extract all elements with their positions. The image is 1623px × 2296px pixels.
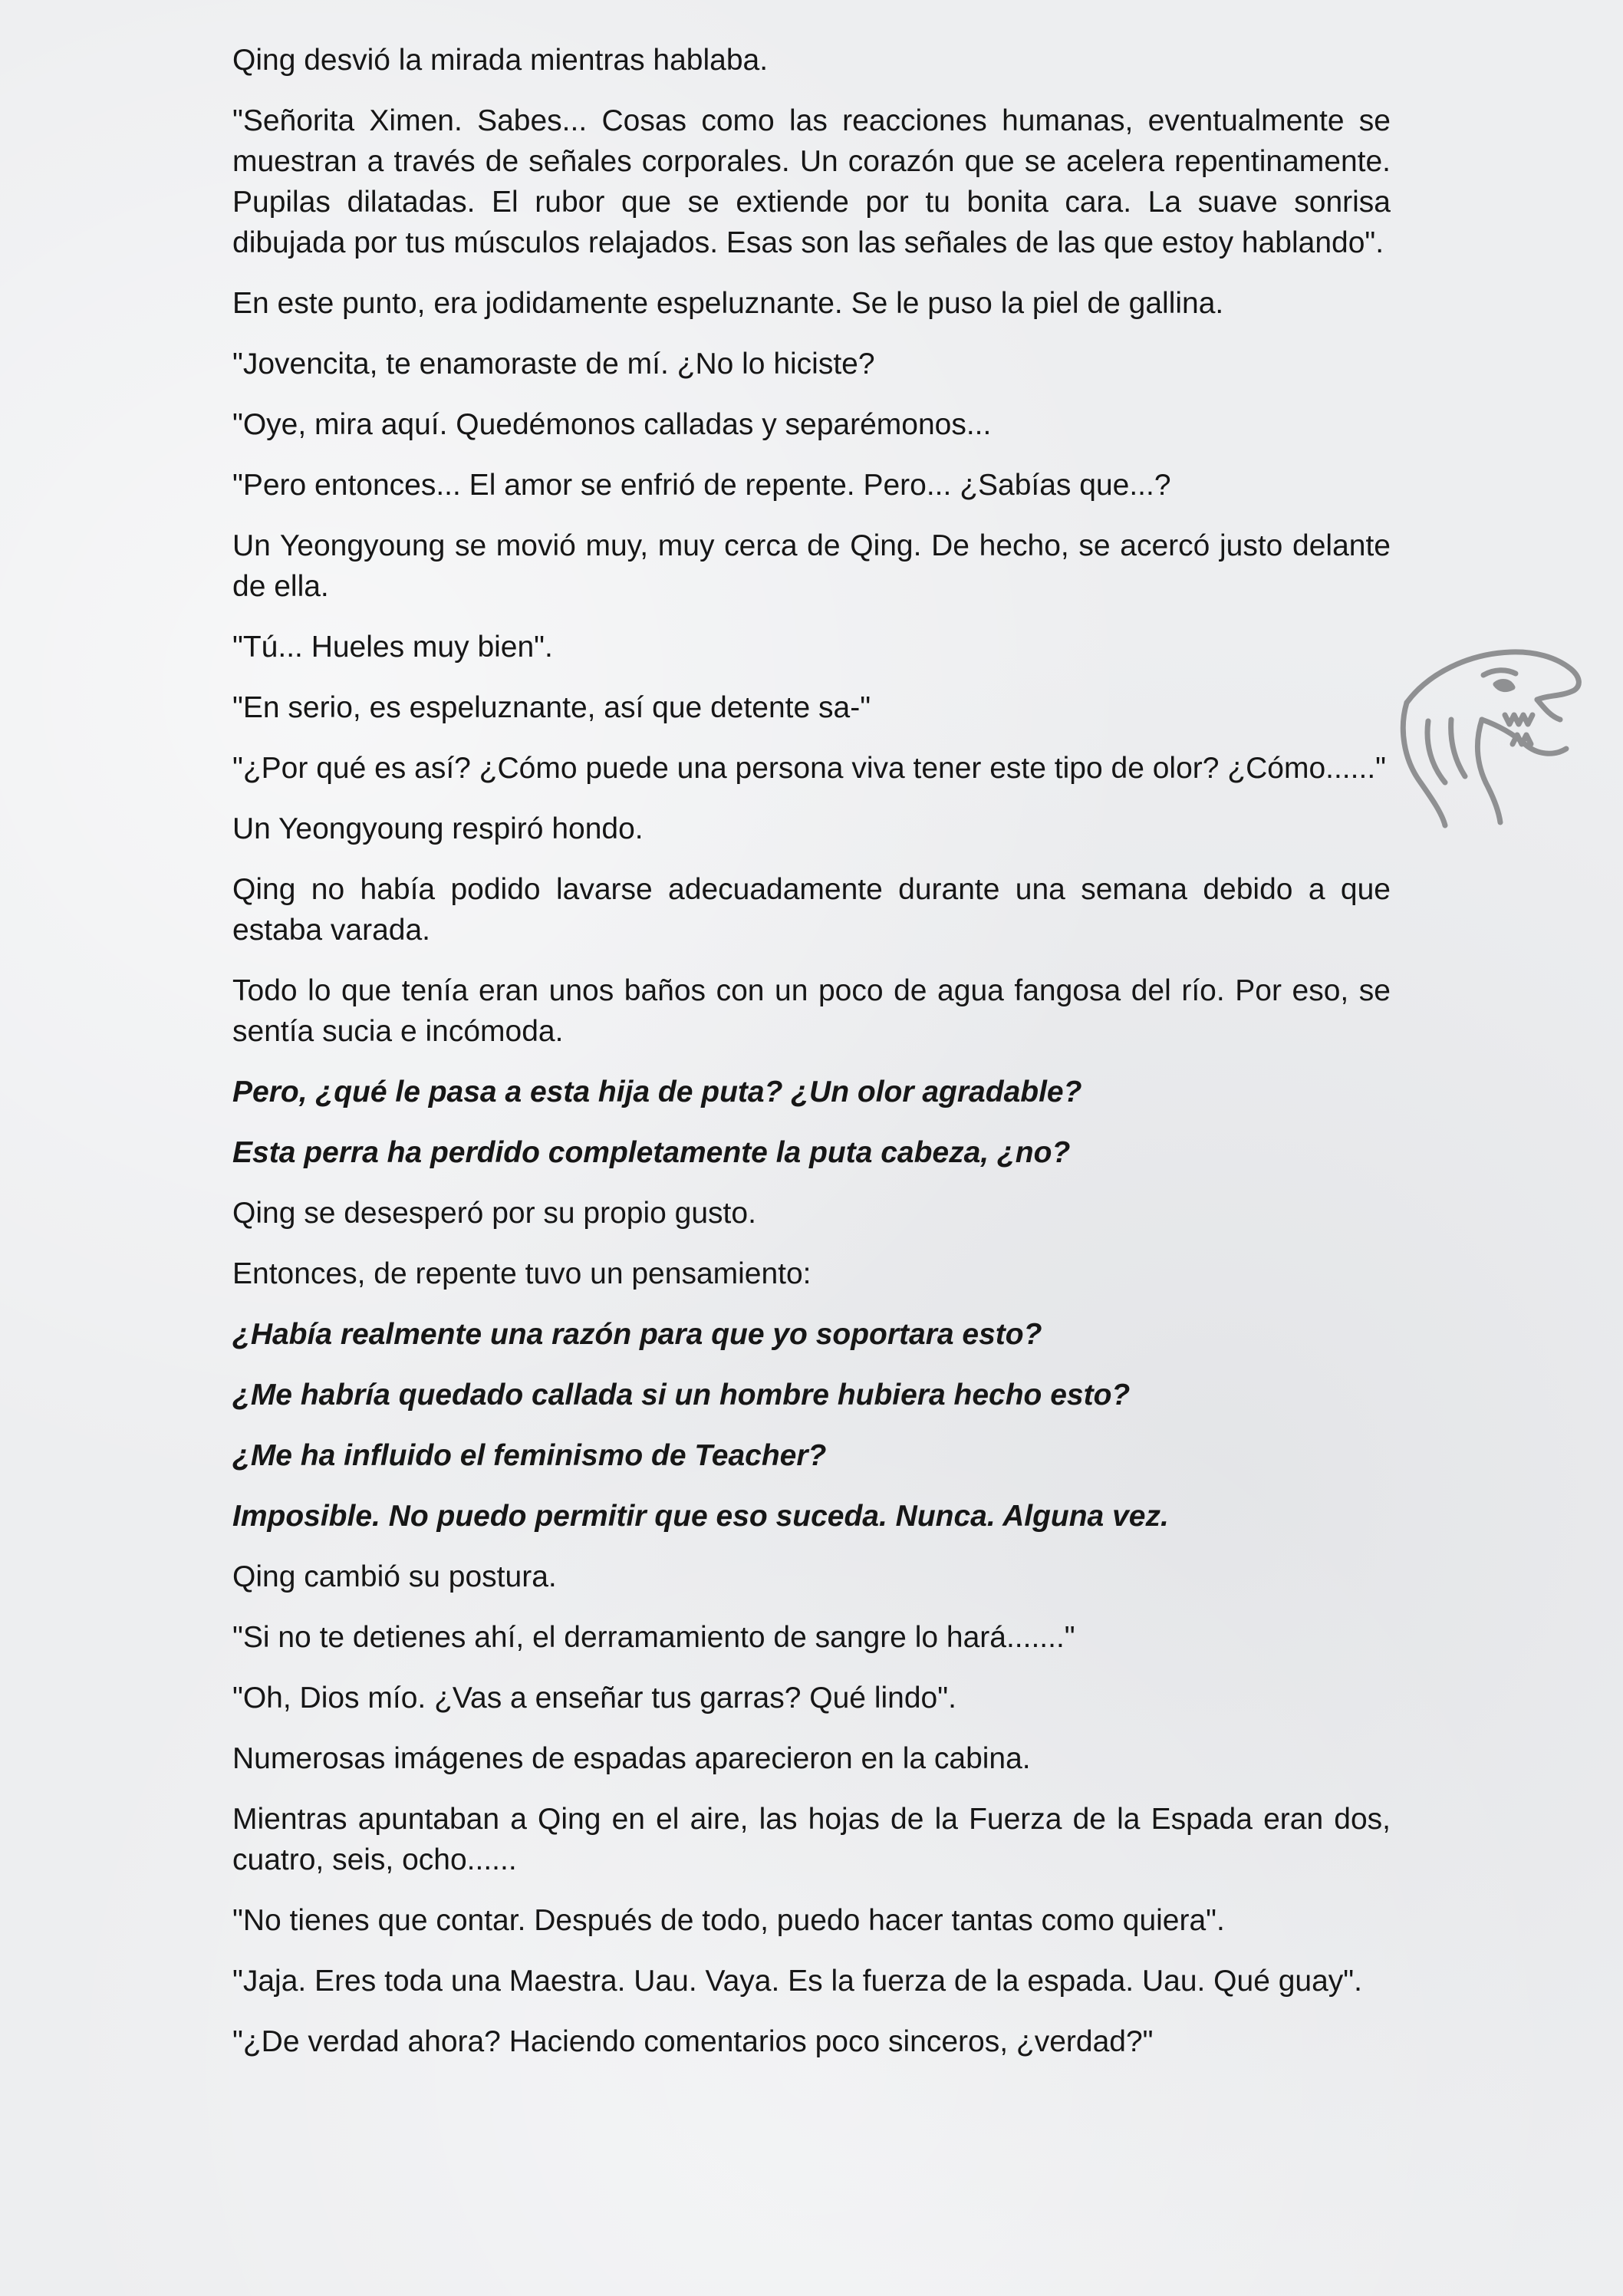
paragraph: Qing desvió la mirada mientras hablaba. [232,44,769,77]
paragraph: "Pero entonces... El amor se enfrió de repente. Pero... ¿Sabías que...? [232,469,1171,502]
paragraph: Qing no había podido lavarse adecuadamente durante una semana debido a que estaba varada. [232,873,1391,947]
paragraph: "Oye, mira aquí. Quedémonos calladas y separémonos... [232,408,992,441]
thought-paragraph: ¿Me habría quedado callada si un hombre hubiera hecho esto? [232,1379,1131,1412]
paragraph: Un Yeongyoung respiró hondo. [232,812,644,845]
dinosaur-head-icon [1397,629,1589,828]
paragraph: Qing cambió su postura. [232,1560,557,1593]
paragraph: "Jovencita, te enamoraste de mí. ¿No lo hiciste? [232,348,875,380]
thought-paragraph: ¿Había realmente una razón para que yo soportara esto? [232,1318,1042,1351]
paragraph: Mientras apuntaban a Qing en el aire, las hojas de la Fuerza de la Espada eran dos, cuatro, seis, ocho...... [232,1803,1391,1876]
paragraph: "Señorita Ximen. Sabes... Cosas como las reacciones humanas, eventualmente se muestran a través de señales corporales. Un corazón que se acelera repentinamente. Pupilas dilatadas. El rubor que se extiende por tu bonita cara. La suave sonrisa dibujada por tus músculos relajados. Esas son las señales de las que estoy hablando". [232,104,1391,259]
thought-paragraph: Imposible. No puedo permitir que eso suceda. Nunca. Alguna vez. [232,1500,1169,1533]
thought-paragraph: ¿Me ha influido el feminismo de Teacher? [232,1439,827,1472]
paragraph: Entonces, de repente tuvo un pensamiento: [232,1257,812,1290]
thought-paragraph: Pero, ¿qué le pasa a esta hija de puta? ¿Un olor agradable? [232,1076,1082,1108]
paragraph: Numerosas imágenes de espadas aparecieron en la cabina. [232,1742,1031,1775]
paragraph: "¿De verdad ahora? Haciendo comentarios poco sinceros, ¿verdad?" [232,2025,1154,2058]
paragraph: "En serio, es espeluznante, así que detente sa-" [232,691,871,724]
paragraph: "Oh, Dios mío. ¿Vas a enseñar tus garras? Qué lindo". [232,1682,956,1715]
paragraph: En este punto, era jodidamente espeluznante. Se le puso la piel de gallina. [232,287,1224,320]
paragraph: "¿Por qué es así? ¿Cómo puede una persona viva tener este tipo de olor? ¿Cómo......" [232,752,1386,785]
paragraph: "Jaja. Eres toda una Maestra. Uau. Vaya. Es la fuerza de la espada. Uau. Qué guay". [232,1965,1362,1998]
paragraph: "Si no te detienes ahí, el derramamiento de sangre lo hará......." [232,1621,1075,1654]
paragraph: Qing se desesperó por su propio gusto. [232,1197,756,1230]
paragraph: "No tienes que contar. Después de todo, puedo hacer tantas como quiera". [232,1904,1225,1937]
document-body [232,40,1391,2082]
thought-paragraph: Esta perra ha perdido completamente la puta cabeza, ¿no? [232,1136,1071,1169]
paragraph: Todo lo que tenía eran unos baños con un poco de agua fangosa del río. Por eso, se sentía sucia e incómoda. [232,974,1391,1048]
paragraph: "Tú... Hueles muy bien". [232,631,553,664]
paragraph: Un Yeongyoung se movió muy, muy cerca de Qing. De hecho, se acercó justo delante de ella. [232,529,1391,603]
